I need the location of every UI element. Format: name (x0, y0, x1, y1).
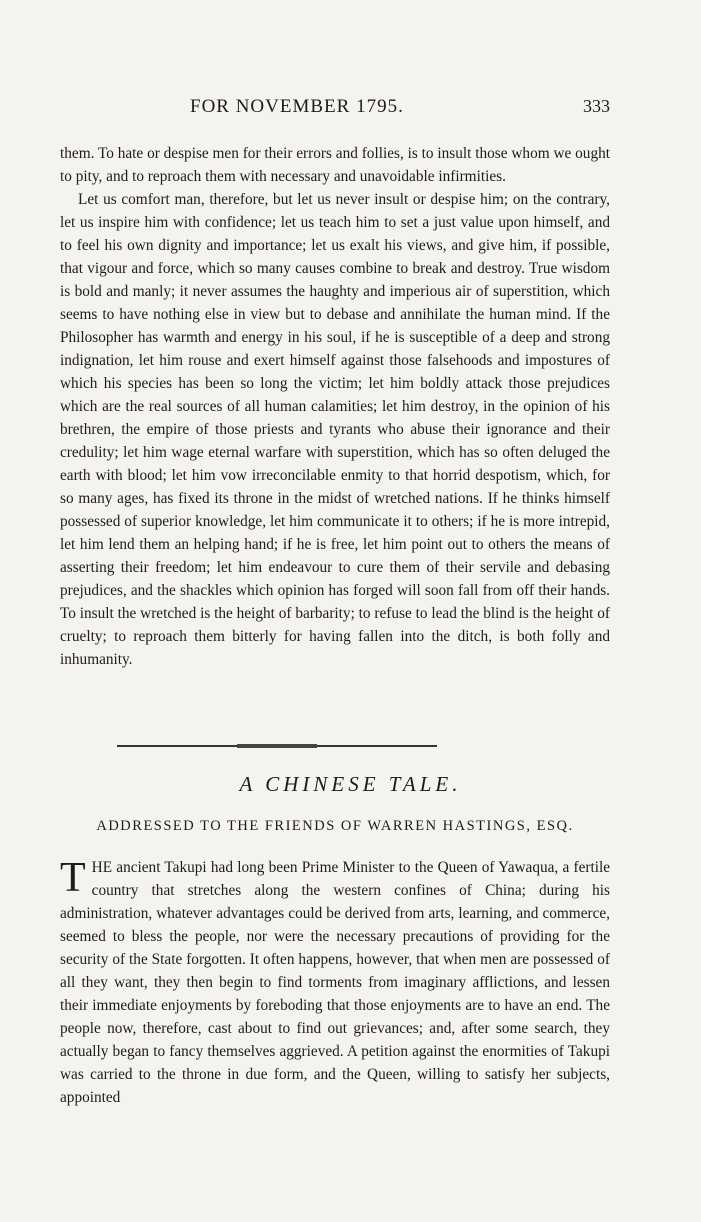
tale-title: A CHINESE TALE. (239, 772, 462, 796)
tale-subtitle: ADDRESSED TO THE FRIENDS OF WARREN HASTINGS, ESQ. (96, 818, 574, 834)
tale-paragraph: HE ancient Takupi had long been Prime Minister to the Queen of Yawaqua, a fertile country that stretches along the western confines of China; during his administration, whatever advantages could be derived from arts, learning, and commerce, seemed to bless the people, nor were the necessary precautions of providing for the security of the State forgotten. It often happens, however, that when men are possessed of all they want, they then begin to find torments from imaginary afflictions, and lessen their immediate enjoyments by foreboding that those enjoyments are to have an end. The people now, therefore, cast about to find out grievances; and, after some search, they actually began to fancy themselves aggrieved. A petition against the enormities of Takupi was carried to the throne in due form, and the Queen, willing to satisfy her subjects, appointed (60, 859, 610, 1106)
paragraph: them. To hate or despise men for their errors and follies, is to insult those whom we ought to pity, and to reproach them with necessary and unavoidable infirmities. (60, 145, 610, 185)
section-divider (117, 745, 437, 747)
running-head: FOR NOVEMBER 1795. (190, 96, 404, 117)
page-header (60, 96, 610, 126)
essay-text (60, 142, 610, 671)
page-number: 333 (583, 96, 610, 116)
drop-cap: T (60, 855, 86, 901)
tale-text (60, 856, 610, 1109)
paragraph: Let us comfort man, therefore, but let us never insult or despise him; on the contrary, let us inspire him with confidence; let us teach him to set a just value upon himself, and to feel his own dignity and importance; let us exalt his views, and give him, if possible, that vigour and force, which so many causes combine to break and destroy. True wisdom is bold and manly; it never assumes the haughty and imperious air of superstition, which seems to have nothing else in view but to debase and annihilate the human mind. If the Philosopher has warmth and energy in his soul, if he is susceptible of a deep and strong indignation, let him rouse and exert himself against those falsehoods and impostures of which his species has been so long the victim; let him boldly attack those prejudices which are the real sources of all human calamities; let him destroy, in the opinion of his brethren, the empire of those priests and tyrants who abuse their ignorance and their credulity; let him wage eternal warfare with superstition, which has so often deluged the earth with blood; let him vow irreconcilable enmity to that horrid despotism, which, for so many ages, has fixed its throne in the midst of wretched nations. If he thinks himself possessed of superior knowledge, let him communicate it to others; if he is more intrepid, let him lend them an helping hand; if he is free, let him point out to others the means of asserting their freedom; let him endeavour to cure them of their servile and debasing prejudices, and the shackles which opinion has forged will soon fall from off their hands. To insult the wretched is the height of barbarity; to refuse to lead the blind is the height of cruelty; to reproach them bitterly for having fallen into the ditch, is both folly and inhumanity. (60, 191, 610, 668)
